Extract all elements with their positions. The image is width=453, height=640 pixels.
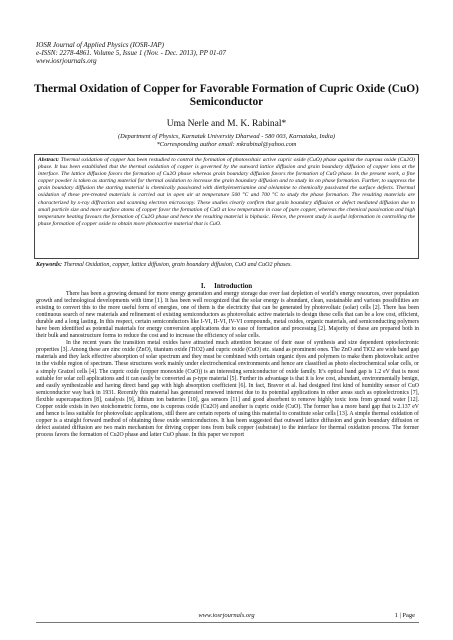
author-list: Uma Nerle and M. K. Rabinal*	[166, 119, 287, 129]
page-number: 1 | Page	[394, 612, 415, 619]
journal-name: IOSR Journal of Applied Physics (IOSR-JAP)	[36, 41, 164, 49]
affiliation: (Department of Physics, Karnatak University Dharwad - 580 003, Karnataka, India)	[117, 133, 336, 140]
journal-header	[36, 41, 226, 66]
issn-line: e-ISSN: 2278-4861. Volume 5, Issue 1 (Nov. - Dec. 2013), PP 01-07	[36, 49, 226, 58]
footer-url[interactable]: www.iosrjournals.org	[198, 612, 255, 619]
keywords-label: Keywords:	[36, 262, 62, 268]
affiliation-block	[0, 133, 453, 149]
paragraph: There has been a growing demand for more energy generation and energy storage due over fast depletion of world’s energy resources, over population growth and technological developments with time [1]. It has been well recognized that the solar energy is abundant, clean, sustainable and various possibilities are existing to convert this to the more useful form of energies, one of them is the electricity that can be generated by photovoltaic (solar) cells [2]. There has been continuous search of new materials and refinement of existing semiconductors as photovoltaic active materials to design these cells that can be a low cost, efficient, durable and a long lasting. In this respect, certain semiconductors like I-VI, II-VI, IV-VI compounds, metal oxides, organic materials, and semiconducting polymers have been identified as potential materials for energy conversion applications due to ease of formation and processing [2]. Majority of these are prepared both in their bulk and nanostructure forms to reduce the cost and to increase the efficiency of solar cells.	[36, 291, 419, 340]
keywords	[36, 262, 420, 268]
footer-rule	[36, 622, 419, 623]
section-heading	[0, 282, 453, 290]
abstract-text: Thermal oxidation of copper has been restudied to control the formation of photovoltaic active cupric oxide (CuO) phase against the cuprous oxide (Cu2O) phase. It has been established that the thermal oxidation of copper is governed by the outward lattice diffusion and grain boundary diffusion of copper ions at the interface. The lattice diffusion favors the formation of Cu2O phase whereas grain boundary diffusion favors the formation of CuO phase. In the present work, a fine copper powder is taken as starting material for thermal oxidation to increase the grain boundary diffusion and to study its on phase formation. Further, to suppress the grain boundary diffusion the starting material is chemically passivated with diethylenetriamine and olelamine to chemically passivated the surface defects. Thermal oxidation of these pre-treated materials is carried out in open air at temperature 500 °C and 700 °C to study the phase formation. The resulting materials are characterized by x-ray diffraction and scanning electron microscopy. These studies clearly confirm that grain boundary diffusion or defect mediated diffusion due to small particle size and more surface atoms of copper favor the formation of CuO at low temperature in case of pure copper, whereas the chemical passivation and high temperature heating favours the formation of Cu2O phase and hence the resulting material is biphasic. Hence, the present study is useful information in controlling the phase formation of copper oxide to obtain more photoactive material that is CuO.	[38, 157, 415, 227]
section-title: Introduction	[214, 282, 253, 290]
keywords-text: Thermal Oxidation, copper, lattice diffusion, grain boundary diffusion, CuO and CuO2 phases.	[63, 262, 292, 268]
journal-website: www.iosrjournals.org	[36, 57, 97, 66]
abstract-box	[34, 154, 419, 259]
section-number: I.	[200, 282, 206, 290]
paper-title: Thermal Oxidation of Copper for Favorable Formation of Cupric Oxide (CuO) Semiconductor	[34, 83, 419, 108]
body-text	[36, 291, 419, 439]
paragraph: In the recent years the transition metal oxides have attracted much attention because of their ease of synthesis and size dependent optoelectronic properties [3]. Among these are zinc oxide (ZnO), titanium oxide (TiO2) and cupric oxide (CuO) etc. stand as prominent ones. The ZnO and TiO2 are wide band gap materials and they lack effective absorption of solar spectrum and they must be combined with certain organic dyes and polymers to make them photovoltaic active in the visible region of spectrum. These structures work mainly under electrochemical environments and hence are classified as photo electrochemical solar cells, or a simply Gratzel cells [4]. The cupric oxide (copper monoxide (CuO)) is an interesting semiconductor of oxide family. It’s optical band gap is 1.2 eV that is most suitable for solar cell applications and it can easily be converted as p-type material [5]. Further its advantage is that it is low cost, abundant, environmentally benign, and easily synthesizable and having direct band gap with high absorption coefficient [6]. In fact, Bravor et al. had designed first kind of humidity sensor of CuO semiconductor way back in 1931. Recently this material has generated renewed interest due to its potential applications in other areas such as optoelectronics [7], flexible supercapacitors [8], catalysis [9], lithium ion batteries [10], gas sensors [11] and good absorbent to remove highly toxic ions from ground water [12]. Copper oxide exists in two stoichometric forms, one is cuprous oxide (Cu2O) and another is cupric oxide (CuO). The former has a more band gap that is 2.137 eV and hence is less suitable for photovoltaic applications, still there are certain reports of using this material to constitute solar cells [13]. A simple thermal oxidation of copper is a straight forward method of obtaining these oxide semiconductors. It has been suggested that outward lattice diffusion and grain boundary diffusion or defect assisted diffusion are two main mechanism for driving copper ions from bulk copper (substrate) to the interface for thermal oxidation process. The former process favors the formation of Cu2O phase and latter CuO phase. In this paper we report	[36, 340, 419, 438]
corresponding-author: *Corresponding author email: mkrabinal@yahoo.com	[156, 141, 297, 148]
abstract-label: Abstract:	[38, 157, 60, 163]
